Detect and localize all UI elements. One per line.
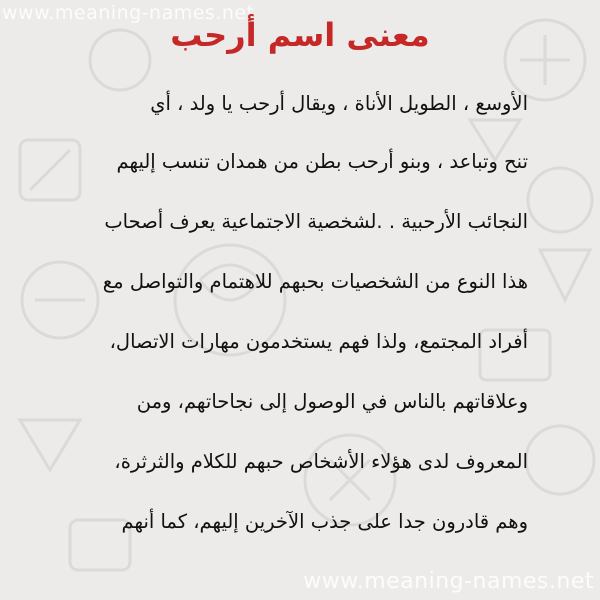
text-line: الأوسع ، الطويل الأناة ، ويقال أرحب يا ولد ، أي (150, 92, 528, 115)
watermark-bottom: www.meaning-names.net (303, 569, 594, 594)
text-line: أفراد المجتمع، ولذا فهم يستخدمون مهارات الاتصال، (109, 330, 528, 353)
text-line: هذا النوع من الشخصيات بحبهم للاهتمام والتواصل مع (102, 270, 528, 293)
text-line: وعلاقاتهم بالناس في الوصول إلى نجاحاتهم، ومن (136, 390, 528, 413)
text-line: النجائب الأرحبية . .لشخصية الاجتماعية يعرف أصحاب (104, 210, 528, 233)
meaning-text (28, 0, 528, 600)
page-title: معنى اسم أرحب (170, 16, 430, 54)
text-line: المعروف لدى هؤلاء الأشخاص حبهم للكلام والثرثرة، (114, 450, 528, 473)
text-line: وهم قادرون جدا على جذب الآخرين إليهم، كما أنهم (121, 510, 528, 533)
watermark-top: www.meaning-names.net (2, 2, 255, 24)
text-line: تنح وتباعد ، وبنو أرحب بطن من همدان تنسب إليهم (116, 150, 528, 173)
